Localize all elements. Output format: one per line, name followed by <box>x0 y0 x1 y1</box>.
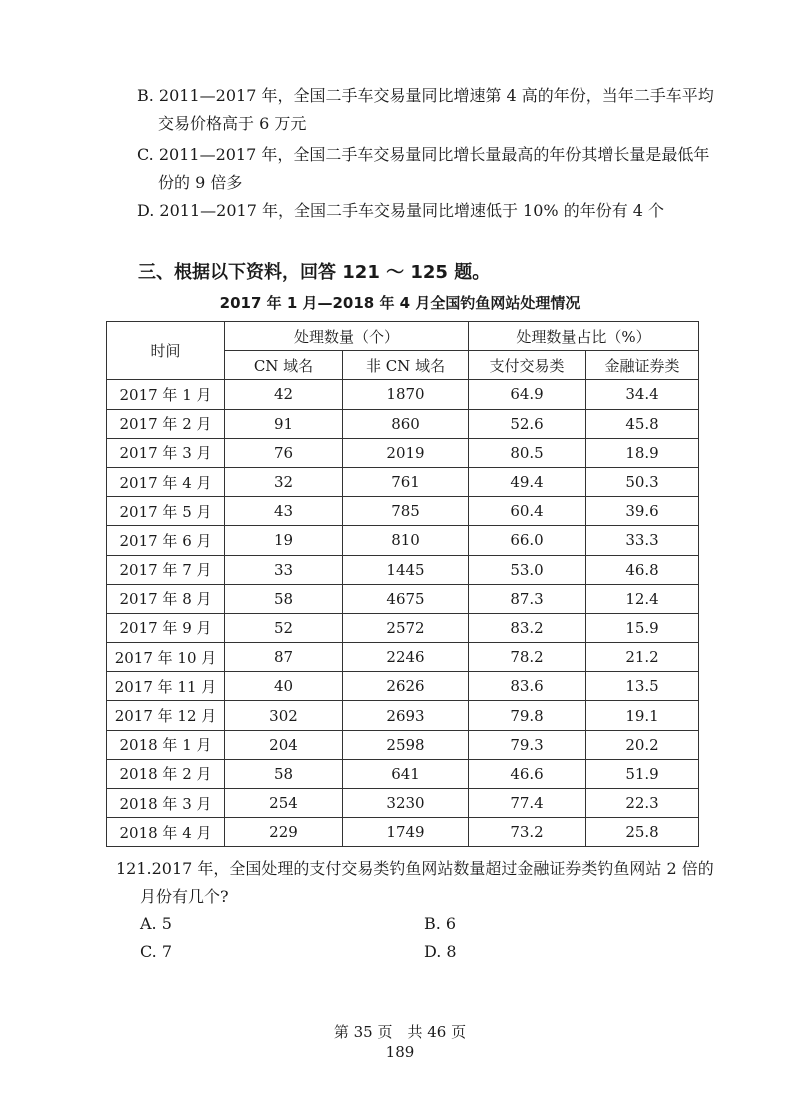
cell-noncn: 1445 <box>343 555 469 584</box>
cell-noncn: 2572 <box>343 613 469 642</box>
cell-time: 2018 年 1 月 <box>107 730 225 759</box>
cell-cn: 76 <box>225 438 343 467</box>
header-ratio: 处理数量占比（%） <box>469 322 699 351</box>
page-info: 第 35 页 共 46 页 <box>333 1023 467 1041</box>
cell-time: 2017 年 1 月 <box>107 380 225 409</box>
cell-time: 2017 年 11 月 <box>107 672 225 701</box>
cell-fin: 22.3 <box>586 789 699 818</box>
table-row <box>107 643 699 672</box>
cell-pay: 73.2 <box>469 818 586 847</box>
cell-noncn: 785 <box>343 497 469 526</box>
cell-cn: 32 <box>225 467 343 496</box>
cell-fin: 13.5 <box>586 672 699 701</box>
header-noncn: 非 CN 域名 <box>343 351 469 380</box>
cell-noncn: 2246 <box>343 643 469 672</box>
header-fin: 金融证券类 <box>586 351 699 380</box>
cell-pay: 78.2 <box>469 643 586 672</box>
answer-option-c: C. 7 <box>140 942 173 961</box>
table-body <box>107 380 699 847</box>
table-row <box>107 380 699 409</box>
cell-pay: 87.3 <box>469 584 586 613</box>
cell-pay: 80.5 <box>469 438 586 467</box>
table-row <box>107 409 699 438</box>
table-row <box>107 526 699 555</box>
table-row <box>107 789 699 818</box>
cell-time: 2017 年 9 月 <box>107 613 225 642</box>
table-row <box>107 672 699 701</box>
cell-cn: 33 <box>225 555 343 584</box>
cell-fin: 21.2 <box>586 643 699 672</box>
table-row <box>107 818 699 847</box>
cell-fin: 46.8 <box>586 555 699 584</box>
cell-fin: 50.3 <box>586 467 699 496</box>
option-b-line1: B. 2011—2017 年，全国二手车交易量同比增速第 4 高的年份，当年二手车平均 <box>137 86 714 105</box>
table-row <box>107 584 699 613</box>
table-row <box>107 730 699 759</box>
option-c-line2: 份的 9 倍多 <box>158 173 243 192</box>
cell-fin: 18.9 <box>586 438 699 467</box>
cell-pay: 60.4 <box>469 497 586 526</box>
option-d-line1: D. 2011—2017 年，全国二手车交易量同比增速低于 10% 的年份有 4 个 <box>137 201 665 220</box>
cell-cn: 40 <box>225 672 343 701</box>
cell-cn: 204 <box>225 730 343 759</box>
cell-noncn: 2598 <box>343 730 469 759</box>
cell-pay: 79.8 <box>469 701 586 730</box>
cell-noncn: 3230 <box>343 789 469 818</box>
cell-pay: 64.9 <box>469 380 586 409</box>
cell-cn: 58 <box>225 584 343 613</box>
cell-time: 2017 年 3 月 <box>107 438 225 467</box>
cell-cn: 229 <box>225 818 343 847</box>
table-title: 2017 年 1 月—2018 年 4 月全国钓鱼网站处理情况 <box>219 294 581 312</box>
answer-option-a: A. 5 <box>140 914 172 933</box>
cell-cn: 52 <box>225 613 343 642</box>
cell-time: 2017 年 4 月 <box>107 467 225 496</box>
cell-time: 2017 年 8 月 <box>107 584 225 613</box>
cell-noncn: 641 <box>343 759 469 788</box>
question-121-line2: 月份有几个? <box>140 887 229 906</box>
header-time: 时间 <box>107 322 225 380</box>
cell-time: 2017 年 6 月 <box>107 526 225 555</box>
cell-pay: 49.4 <box>469 467 586 496</box>
cell-fin: 12.4 <box>586 584 699 613</box>
table-row <box>107 701 699 730</box>
cell-noncn: 2626 <box>343 672 469 701</box>
cell-noncn: 1870 <box>343 380 469 409</box>
cell-fin: 15.9 <box>586 613 699 642</box>
cell-fin: 45.8 <box>586 409 699 438</box>
table-row <box>107 438 699 467</box>
header-pay: 支付交易类 <box>469 351 586 380</box>
cell-time: 2017 年 7 月 <box>107 555 225 584</box>
answer-option-d: D. 8 <box>424 942 457 961</box>
cell-fin: 34.4 <box>586 380 699 409</box>
cell-cn: 91 <box>225 409 343 438</box>
cell-pay: 46.6 <box>469 759 586 788</box>
cell-pay: 83.2 <box>469 613 586 642</box>
cell-fin: 25.8 <box>586 818 699 847</box>
question-121-line1: 121.2017 年，全国处理的支付交易类钓鱼网站数量超过金融证券类钓鱼网站 2 倍的 <box>116 859 714 878</box>
cell-noncn: 860 <box>343 409 469 438</box>
section-heading: 三、根据以下资料，回答 121 ～ 125 题。 <box>138 262 491 283</box>
cell-time: 2017 年 5 月 <box>107 497 225 526</box>
cell-pay: 52.6 <box>469 409 586 438</box>
header-count: 处理数量（个） <box>225 322 469 351</box>
cell-pay: 77.4 <box>469 789 586 818</box>
cell-noncn: 810 <box>343 526 469 555</box>
table-row <box>107 467 699 496</box>
cell-noncn: 4675 <box>343 584 469 613</box>
cell-time: 2018 年 2 月 <box>107 759 225 788</box>
cell-cn: 58 <box>225 759 343 788</box>
cell-cn: 302 <box>225 701 343 730</box>
cell-pay: 79.3 <box>469 730 586 759</box>
cell-time: 2017 年 10 月 <box>107 643 225 672</box>
table-row <box>107 555 699 584</box>
answer-option-b: B. 6 <box>424 914 457 933</box>
cell-cn: 19 <box>225 526 343 555</box>
page-number: 189 <box>385 1043 415 1061</box>
cell-noncn: 2693 <box>343 701 469 730</box>
cell-pay: 83.6 <box>469 672 586 701</box>
cell-time: 2018 年 3 月 <box>107 789 225 818</box>
phishing-table <box>106 321 699 847</box>
table-row <box>107 497 699 526</box>
cell-fin: 20.2 <box>586 730 699 759</box>
cell-cn: 87 <box>225 643 343 672</box>
cell-pay: 66.0 <box>469 526 586 555</box>
cell-fin: 19.1 <box>586 701 699 730</box>
cell-fin: 33.3 <box>586 526 699 555</box>
cell-fin: 39.6 <box>586 497 699 526</box>
cell-time: 2018 年 4 月 <box>107 818 225 847</box>
cell-time: 2017 年 2 月 <box>107 409 225 438</box>
cell-time: 2017 年 12 月 <box>107 701 225 730</box>
cell-cn: 43 <box>225 497 343 526</box>
option-b-line2: 交易价格高于 6 万元 <box>158 114 307 133</box>
cell-pay: 53.0 <box>469 555 586 584</box>
cell-noncn: 761 <box>343 467 469 496</box>
cell-noncn: 1749 <box>343 818 469 847</box>
cell-cn: 42 <box>225 380 343 409</box>
table-row <box>107 613 699 642</box>
cell-fin: 51.9 <box>586 759 699 788</box>
cell-noncn: 2019 <box>343 438 469 467</box>
header-cn: CN 域名 <box>225 351 343 380</box>
option-c-line1: C. 2011—2017 年，全国二手车交易量同比增长量最高的年份其增长量是最低年 <box>137 145 710 164</box>
table-row <box>107 759 699 788</box>
cell-cn: 254 <box>225 789 343 818</box>
